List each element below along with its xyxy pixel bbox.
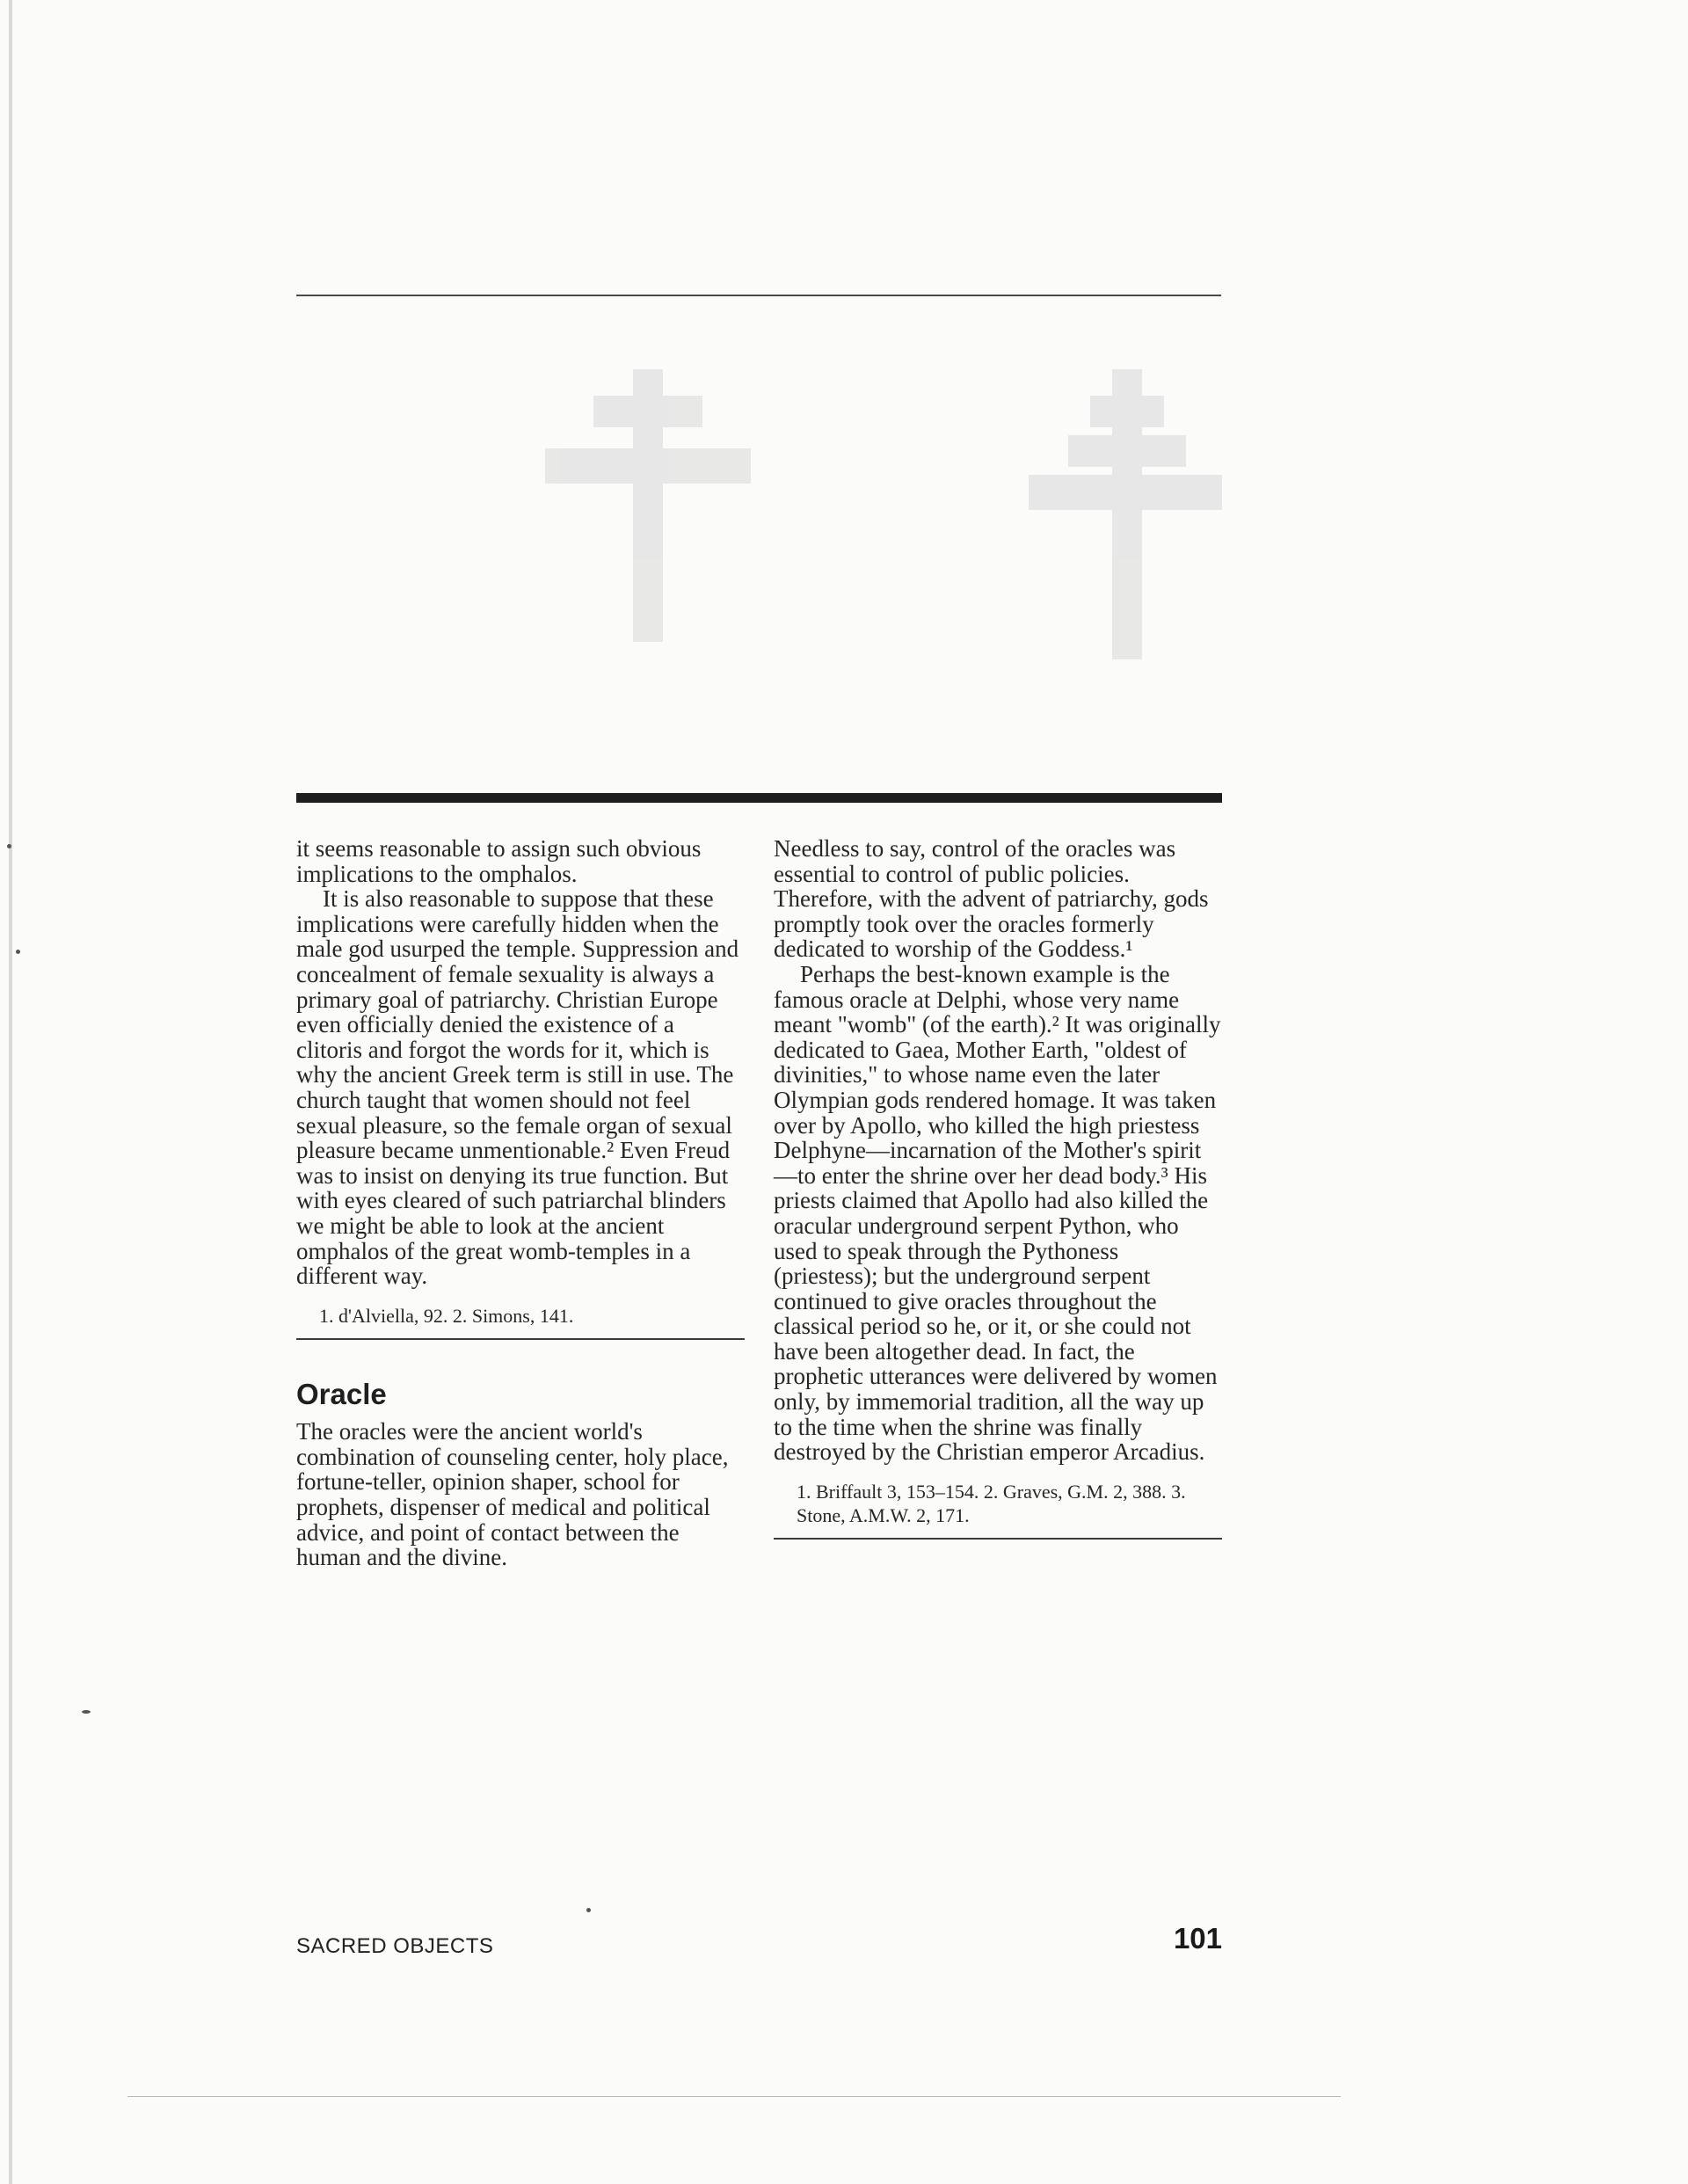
left-column xyxy=(296,836,745,1570)
right-paragraph-2: Perhaps the best-known example is the famous oracle at Delphi, whose very name meant "womb" (of the earth).² It was originally dedicated to Gaea, Mother Earth, "oldest of divinities," to whose name even the later Olympian gods rendered homage. It was taken over by Apollo, who killed the high priestess Delphyne—incarnation of the Mother's spirit—to enter the shrine over her dead body.³ His priests claimed that Apollo had also killed the oracular underground serpent Python, who used to speak through the Pythoness (priestess); but the underground serpent continued to give oracles throughout the classical period so he, or it, or she could not have been altogether dead. In fact, the prophetic utterances were delivered by women only, by immemorial tradition, all the way up to the time when the shrine was finally destroyed by the Christian emperor Arcadius. xyxy=(774,960,1221,1466)
scan-speck xyxy=(82,1710,91,1714)
left-footnotes: 1. d'Alviella, 92. 2. Simons, 141. xyxy=(319,1304,574,1327)
right-paragraph-1: Needless to say, control of the oracles was essential to control of public policies. Therefore, with the advent of patriarchy, gods promptly took over the oracles formerly dedicated to worship of the Goddess.¹ xyxy=(774,835,1209,963)
show-through-figure-left xyxy=(528,352,791,651)
section-top-rule xyxy=(296,793,1222,803)
left-paragraph-1: it seems reasonable to assign such obvious implications to the omphalos. xyxy=(296,835,702,887)
right-column xyxy=(774,836,1222,1540)
right-footnote-rule xyxy=(774,1538,1222,1540)
header-rule xyxy=(296,295,1221,296)
scan-bottom-edge xyxy=(127,2096,1341,2097)
right-footnotes: 1. Briffault 3, 153–154. 2. Graves, G.M. 2, 388. 3. Stone, A.M.W. 2, 171. xyxy=(797,1480,1186,1526)
oracle-paragraph-1: The oracles were the ancient world's combination of counseling center, holy place, fortune-teller, opinion shaper, school for prophets, dispenser of medical and political advice, and point of contact between the human and the divine. xyxy=(296,1418,729,1571)
left-paragraph-2: It is also reasonable to suppose that these implications were carefully hidden when the male god usurped the temple. Suppression and concealment of female sexuality is always a primary goal of patriarchy. Christian Europe even officially denied the existence of a clitoris and forgot the words for it, which is why the ancient Greek term is still in use. The church taught that women should not feel sexual pleasure, so the female organ of sexual pleasure became unmentionable.² Even Freud was to insist on denying its true function. But with eyes cleared of such patriarchal blinders we might be able to look at the ancient omphalos of the great womb-temples in a different way. xyxy=(296,885,739,1290)
running-head: SACRED OBJECTS xyxy=(296,1934,494,1958)
page-number: 101 xyxy=(1173,1922,1222,1955)
section-heading-oracle: Oracle xyxy=(296,1377,387,1410)
scan-speck xyxy=(7,844,11,848)
scan-speck xyxy=(16,950,20,954)
scan-speck xyxy=(586,1908,591,1912)
left-footnote-rule xyxy=(296,1338,745,1340)
show-through-figure-right xyxy=(1020,352,1248,668)
scan-left-edge xyxy=(9,0,12,2184)
